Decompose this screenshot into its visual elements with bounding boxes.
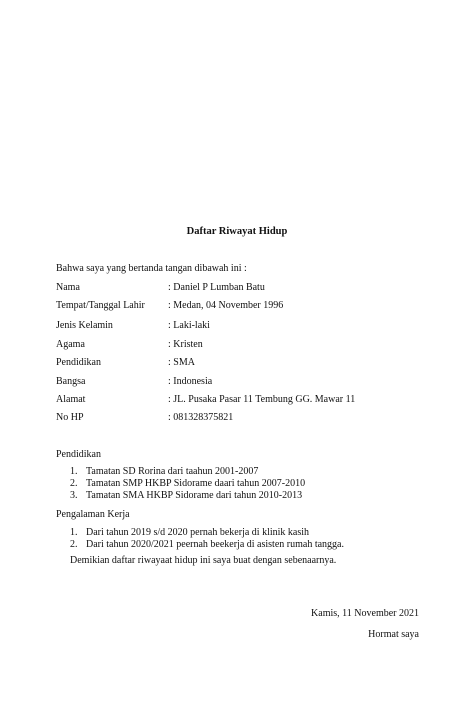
field-label-jenis-kelamin: Jenis Kelamin — [56, 320, 113, 331]
field-value-agama: : Kristen — [168, 339, 203, 350]
list-item-text: Tamatan SD Rorina dari taahun 2001-2007 — [86, 466, 259, 477]
list-item — [70, 490, 305, 502]
list-item — [70, 539, 344, 551]
education-heading: Pendidikan — [56, 449, 101, 460]
field-value-bangsa: : Indonesia — [168, 376, 213, 387]
signature-date: Kamis, 11 November 2021 — [311, 608, 419, 619]
field-value-tempat-tanggal-lahir: : Medan, 04 November 1996 — [168, 300, 284, 311]
education-list — [70, 466, 305, 502]
list-number: 2. — [70, 478, 78, 489]
closing-statement: Demikian daftar riwayaat hidup ini saya buat dengan sebenaarnya. — [70, 555, 337, 566]
list-number: 2. — [70, 539, 78, 550]
field-value-no-hp: : 081328375821 — [168, 412, 234, 423]
list-item-text: Tamatan SMP HKBP Sidorame daari tahun 2007-2010 — [86, 478, 306, 489]
field-label-bangsa: Bangsa — [56, 376, 86, 387]
field-label-no-hp: No HP — [56, 412, 84, 423]
field-label-alamat: Alamat — [56, 394, 86, 405]
intro-text: Bahwa saya yang bertanda tangan dibawah ini : — [56, 263, 247, 274]
list-item — [70, 527, 344, 539]
document-title: Daftar Riwayat Hidup — [186, 226, 288, 237]
list-number: 3. — [70, 490, 78, 501]
field-label-pendidikan: Pendidikan — [56, 357, 101, 368]
field-value-pendidikan: : SMA — [168, 357, 195, 368]
field-label-tempat-tanggal-lahir: Tempat/Tanggal Lahir — [56, 300, 145, 311]
field-label-agama: Agama — [56, 339, 85, 350]
list-item-text: Dari tahun 2019 s/d 2020 pernah bekerja di klinik kasih — [86, 527, 310, 538]
list-number: 1. — [70, 466, 78, 477]
list-item — [70, 466, 305, 478]
experience-heading: Pengalaman Kerja — [56, 509, 130, 520]
list-item-text: Tamatan SMA HKBP Sidorame dari tahun 2010-2013 — [86, 490, 303, 501]
signature-closing: Hormat saya — [368, 629, 419, 640]
field-value-alamat: : JL. Pusaka Pasar 11 Tembung GG. Mawar 11 — [168, 394, 356, 405]
field-label-nama: Nama — [56, 282, 80, 293]
list-number: 1. — [70, 527, 78, 538]
field-value-nama: : Daniel P Lumban Batu — [168, 282, 265, 293]
list-item — [70, 478, 305, 490]
field-value-jenis-kelamin: : Laki-laki — [168, 320, 210, 331]
experience-list — [70, 527, 344, 551]
list-item-text: Dari tahun 2020/2021 peernah beekerja di asisten rumah tangga. — [86, 539, 344, 550]
